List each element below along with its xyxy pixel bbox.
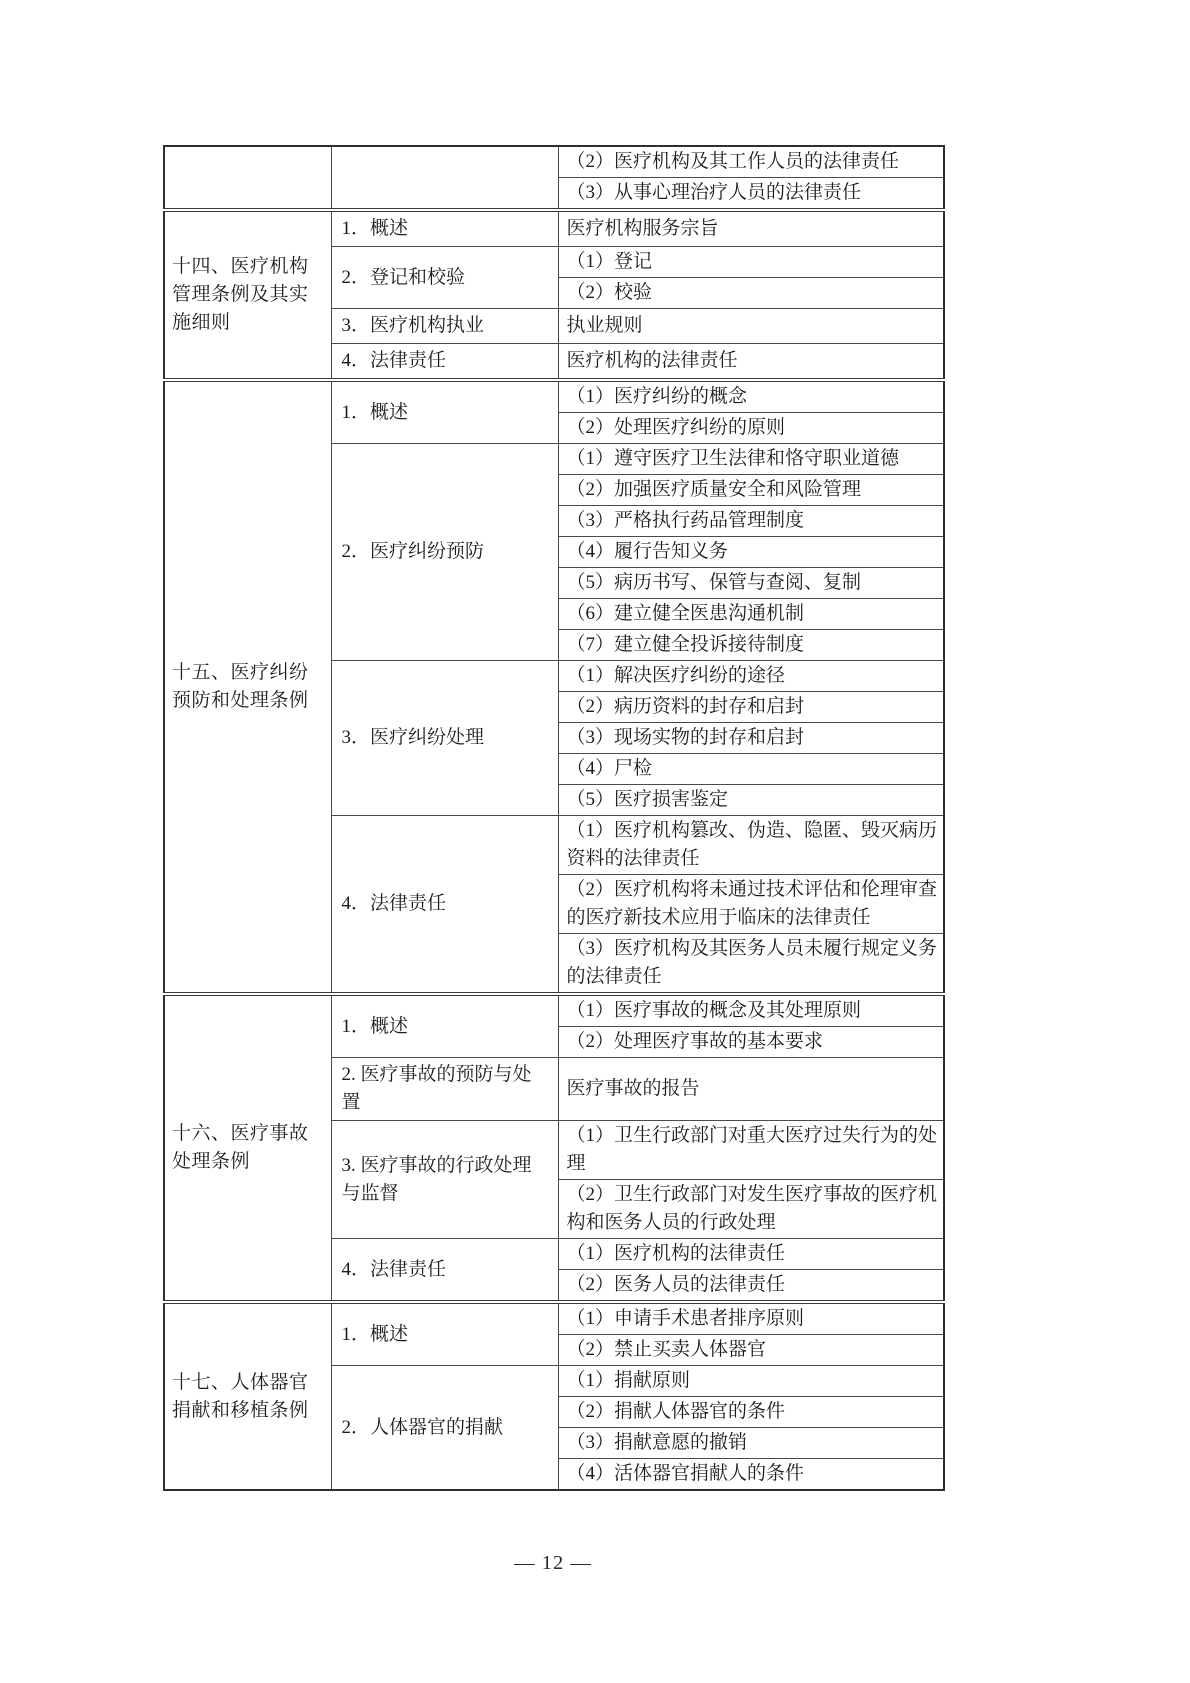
detail-cell: （7）建立健全投诉接待制度	[558, 630, 944, 661]
detail-cell: （2）医疗机构及其工作人员的法律责任	[558, 146, 944, 178]
table-row	[164, 146, 944, 178]
syllabus-table-body	[164, 146, 944, 1490]
section-cell: 1．概述	[331, 994, 558, 1058]
section-cell: 2. 医疗事故的预防与处置	[331, 1058, 558, 1121]
detail-cell: （5）病历书写、保管与查阅、复制	[558, 568, 944, 599]
detail-cell: （3）现场实物的封存和启封	[558, 723, 944, 754]
detail-cell: （2）处理医疗纠纷的原则	[558, 413, 944, 444]
chapter-cell: 十六、医疗事故处理条例	[164, 994, 331, 1302]
detail-cell: （2）医疗机构将未通过技术评估和伦理审查的医疗新技术应用于临床的法律责任	[558, 875, 944, 934]
detail-cell: （1）捐献原则	[558, 1366, 944, 1397]
section-cell: 3．医疗纠纷处理	[331, 661, 558, 816]
section-cell: 1．概述	[331, 210, 558, 247]
detail-cell: （2）捐献人体器官的条件	[558, 1397, 944, 1428]
table-row	[164, 994, 944, 1027]
section-cell: 2．医疗纠纷预防	[331, 444, 558, 661]
detail-cell: 医疗机构的法律责任	[558, 344, 944, 381]
chapter-cell	[164, 146, 331, 210]
detail-cell: （4）履行告知义务	[558, 537, 944, 568]
detail-cell: （1）申请手术患者排序原则	[558, 1302, 944, 1335]
section-cell: 4．法律责任	[331, 1239, 558, 1303]
detail-cell: （6）建立健全医患沟通机制	[558, 599, 944, 630]
detail-cell: 执业规则	[558, 309, 944, 344]
section-cell: 1．概述	[331, 380, 558, 444]
syllabus-table	[163, 145, 945, 1491]
detail-cell: （1）登记	[558, 247, 944, 278]
detail-cell: （1）医疗机构的法律责任	[558, 1239, 944, 1270]
chapter-cell: 十四、医疗机构管理条例及其实施细则	[164, 210, 331, 380]
section-cell: 4．法律责任	[331, 816, 558, 995]
section-cell: 4．法律责任	[331, 344, 558, 381]
chapter-cell: 十五、医疗纠纷预防和处理条例	[164, 380, 331, 994]
table-row	[164, 1302, 944, 1335]
detail-cell: （2）处理医疗事故的基本要求	[558, 1027, 944, 1058]
syllabus-table-container	[163, 145, 943, 1491]
detail-cell: （2）卫生行政部门对发生医疗事故的医疗机构和医务人员的行政处理	[558, 1180, 944, 1239]
detail-cell: （3）严格执行药品管理制度	[558, 506, 944, 537]
section-cell	[331, 146, 558, 210]
detail-cell: （1）卫生行政部门对重大医疗过失行为的处理	[558, 1121, 944, 1180]
section-cell: 3．医疗机构执业	[331, 309, 558, 344]
detail-cell: （2）医务人员的法律责任	[558, 1270, 944, 1303]
detail-cell: （2）校验	[558, 278, 944, 309]
detail-cell: 医疗事故的报告	[558, 1058, 944, 1121]
table-row	[164, 380, 944, 413]
detail-cell: 医疗机构服务宗旨	[558, 210, 944, 247]
section-cell: 2．登记和校验	[331, 247, 558, 309]
detail-cell: （2）加强医疗质量安全和风险管理	[558, 475, 944, 506]
detail-cell: （2）禁止买卖人体器官	[558, 1335, 944, 1366]
detail-cell: （1）医疗纠纷的概念	[558, 380, 944, 413]
table-row	[164, 210, 944, 247]
detail-cell: （4）尸检	[558, 754, 944, 785]
section-cell: 2．人体器官的捐献	[331, 1366, 558, 1491]
section-cell: 3. 医疗事故的行政处理与监督	[331, 1121, 558, 1239]
detail-cell: （3）从事心理治疗人员的法律责任	[558, 178, 944, 211]
detail-cell: （4）活体器官捐献人的条件	[558, 1459, 944, 1491]
detail-cell: （3）捐献意愿的撤销	[558, 1428, 944, 1459]
detail-cell: （5）医疗损害鉴定	[558, 785, 944, 816]
section-cell: 1．概述	[331, 1302, 558, 1366]
detail-cell: （1）解决医疗纠纷的途径	[558, 661, 944, 692]
detail-cell: （1）医疗事故的概念及其处理原则	[558, 994, 944, 1027]
chapter-cell: 十七、人体器官捐献和移植条例	[164, 1302, 331, 1490]
page-number: — 12 —	[514, 1552, 592, 1574]
detail-cell: （1）遵守医疗卫生法律和恪守职业道德	[558, 444, 944, 475]
detail-cell: （1）医疗机构篡改、伪造、隐匿、毁灭病历资料的法律责任	[558, 816, 944, 875]
detail-cell: （3）医疗机构及其医务人员未履行规定义务的法律责任	[558, 934, 944, 995]
detail-cell: （2）病历资料的封存和启封	[558, 692, 944, 723]
